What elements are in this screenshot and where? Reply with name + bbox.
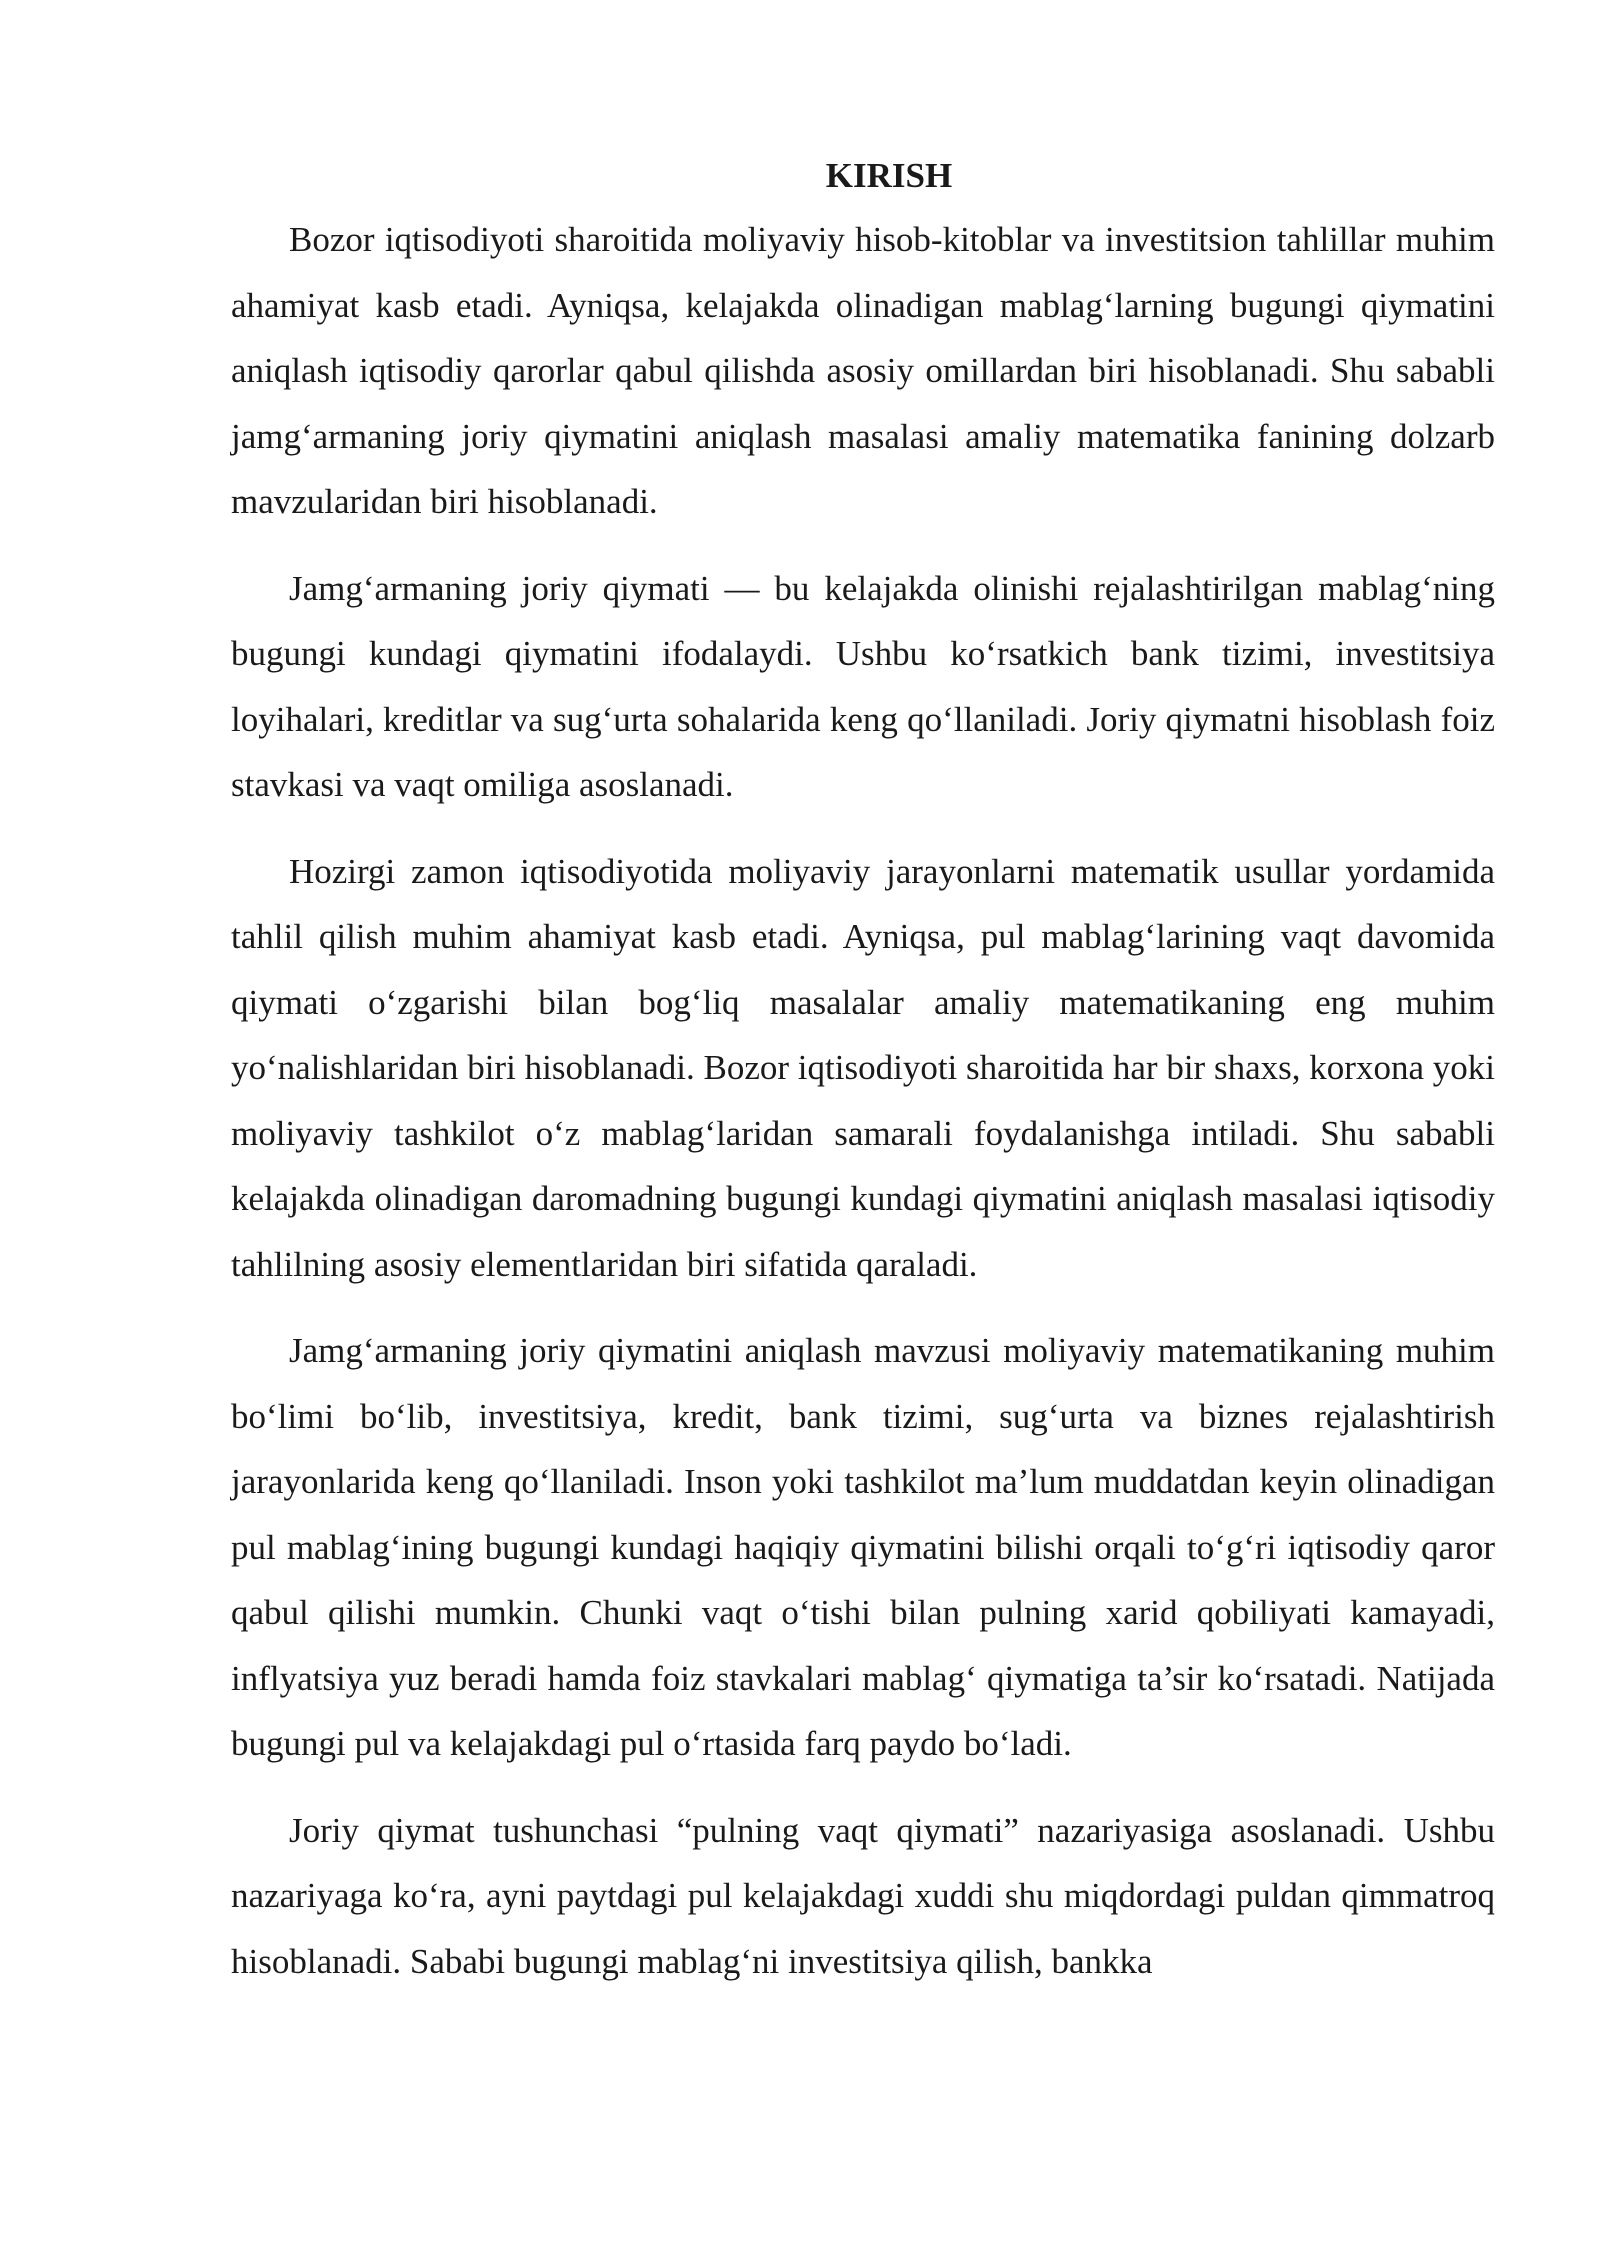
document-page [231, 148, 1495, 2015]
paragraph-5: Joriy qiymat tushunchasi “pulning vaqt qiymati” nazariyasiga asoslanadi. Ushbu nazariyaga ko‘ra, ayni paytdagi pul kelajakdagi xuddi shu miqdordagi puldan qimmatroq hisoblanadi. Sababi bugungi mablag‘ni investitsiya qilish, bankka [231, 1810, 1495, 1981]
paragraph-1: Bozor iqtisodiyoti sharoitida moliyaviy hisob-kitoblar va investitsion tahlillar muhim ahamiyat kasb etadi. Ayniqsa, kelajakda olinadigan mablag‘larning bugungi qiymatini aniqlash iqtisodiy qarorlar qabul qilishda asosiy omillardan biri hisoblanadi. Shu sababli jamg‘armaning joriy qiymatini aniqlash masalasi amaliy matematika fanining dolzarb mavzularidan biri hisoblanadi. [231, 220, 1495, 521]
paragraph-4: Jamg‘armaning joriy qiymatini aniqlash mavzusi moliyaviy matematikaning muhim bo‘limi bo‘lib, investitsiya, kredit, bank tizimi, sug‘urta va biznes rejalashtirish jarayonlarida keng qo‘llaniladi. Inson yoki tashkilot ma’lum muddatdan keyin olinadigan pul mablag‘ining bugungi kundagi haqiqiy qiymatini bilishi orqali to‘g‘ri iqtisodiy qaror qabul qilishi mumkin. Chunki vaqt o‘tishi bilan pulning xarid qobiliyati kamayadi, inflyatsiya yuz beradi hamda foiz stavkalari mablag‘ qiymatiga ta’sir ko‘rsatadi. Natijada bugungi pul va kelajakdagi pul o‘rtasida farq paydo bo‘ladi. [231, 1331, 1495, 1763]
paragraph-3: Hozirgi zamon iqtisodiyotida moliyaviy jarayonlarni matematik usullar yordamida tahlil qilish muhim ahamiyat kasb etadi. Ayniqsa, pul mablag‘larining vaqt davomida qiymati o‘zgarishi bilan bog‘liq masalalar amaliy matematikaning eng muhim yo‘nalishlaridan biri hisoblanadi. Bozor iqtisodiyoti sharoitida har bir shaxs, korxona yoki moliyaviy tashkilot o‘z mablag‘laridan samarali foydalanishga intiladi. Shu sababli kelajakda olinadigan daromadning bugungi kundagi qiymatini aniqlash masalasi iqtisodiy tahlilning asosiy elementlaridan biri sifatida qaraladi. [231, 851, 1495, 1284]
paragraph-2: Jamg‘armaning joriy qiymati — bu kelajakda olinishi rejalashtirilgan mablag‘ning bugungi kundagi qiymatini ifodalaydi. Ushbu ko‘rsatkich bank tizimi, investitsiya loyihalari, kreditlar va sug‘urta sohalarida keng qo‘llaniladi. Joriy qiymatni hisoblash foiz stavkasi va vaqt omiliga asoslanadi. [231, 568, 1495, 804]
section-title: KIRISH [825, 156, 953, 195]
